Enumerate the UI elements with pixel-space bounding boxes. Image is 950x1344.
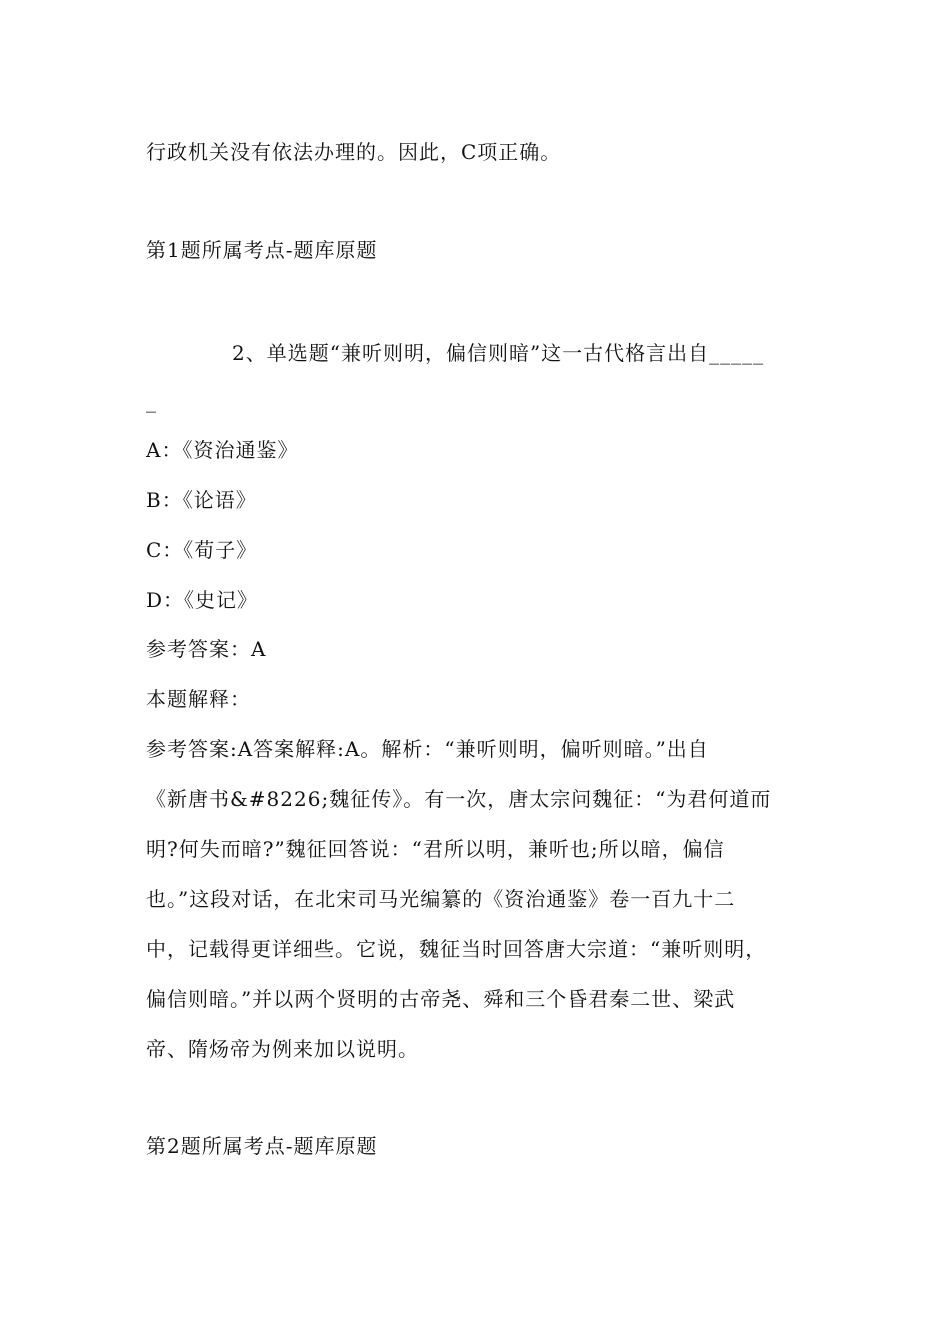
option-c: C：《荀子》 (146, 538, 258, 562)
explanation-line: 也。”这段对话，在北宋司马光编纂的《资治通鉴》卷一百九十二 (146, 887, 736, 911)
explanation-line: 参考答案:A答案解释:A。解析：“兼听则明，偏听则暗。”出自 (146, 737, 709, 761)
explanation-line: 明?何失而暗?”魏征回答说：“君所以明，兼听也;所以暗，偏信 (146, 837, 725, 861)
option-a: A：《资治通鉴》 (146, 438, 299, 462)
option-d: D：《史记》 (146, 588, 259, 612)
question-1-topic: 第1题所属考点-题库原题 (146, 238, 378, 262)
question-2-stem-continuation: _ (146, 389, 157, 413)
previous-explanation-tail: 行政机关没有依法办理的。因此，C项正确。 (146, 140, 562, 164)
explanation-line: 帝、隋炀帝为例来加以说明。 (146, 1037, 419, 1061)
explanation-line: 中，记载得更详细些。它说，魏征当时回答唐大宗道：“兼听则明， (146, 937, 767, 961)
explanation-line: 偏信则暗。”并以两个贤明的古帝尧、舜和三个昏君秦二世、梁武 (146, 987, 736, 1011)
explanation-heading: 本题解释： (146, 687, 251, 711)
question-2-topic: 第2题所属考点-题库原题 (146, 1134, 378, 1158)
option-b: B：《论语》 (146, 488, 257, 512)
reference-answer: 参考答案：A (146, 637, 267, 661)
question-2-stem: 2、单选题“兼听则明，偏信则暗”这一古代格言出自_____ (232, 341, 765, 365)
explanation-line: 《新唐书&#8226;魏征传》。有一次，唐太宗问魏征：“为君何道而 (146, 787, 772, 811)
